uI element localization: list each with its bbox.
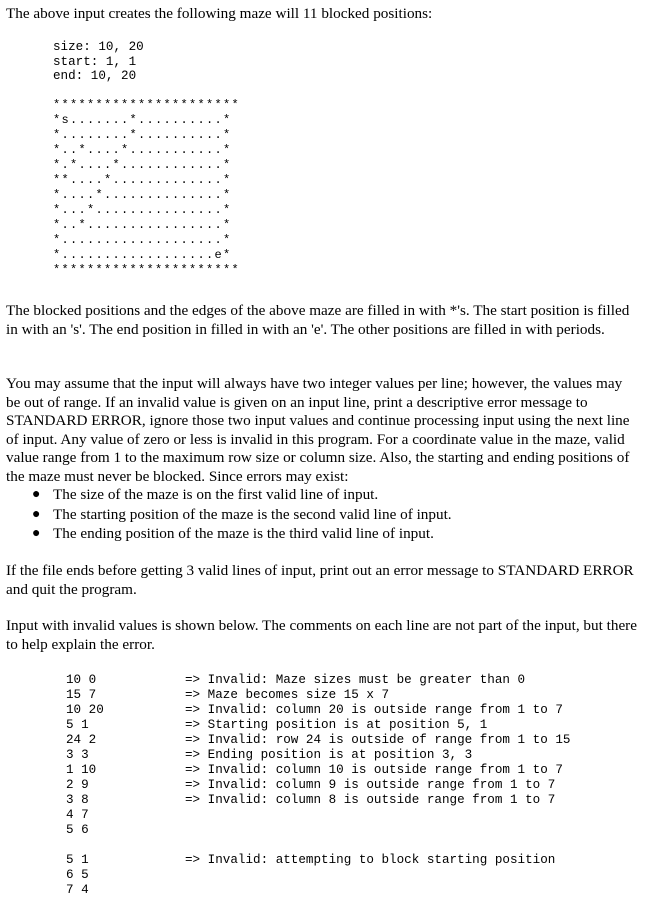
input-value: 10 0 bbox=[66, 673, 97, 687]
maze-row: **....*.............* bbox=[53, 173, 232, 187]
config-line-size: size: 10, 20 bbox=[53, 40, 144, 54]
table-row bbox=[6, 748, 570, 763]
list-item bbox=[6, 485, 626, 505]
input-value: 7 4 bbox=[66, 883, 89, 897]
maze-row: *..*....*...........* bbox=[53, 143, 232, 157]
blocked-paragraph: The blocked positions and the edges of the above maze are filled in with *'s. The start position is filled in with an 's'. The end position in filled in with an 'e'. The other positions are filled in with periods. bbox=[6, 302, 630, 338]
input-comment: => Invalid: column 8 is outside range from 1 to 7 bbox=[185, 793, 556, 807]
table-row bbox=[6, 868, 570, 883]
assume-paragraph: You may assume that the input will always have two integer values per line; however, the values may be out of range. If an invalid value is given on an input line, print a descriptive error message to STANDARD ERROR, ignore those two input values and continue processing input using the next line of input. Any value of zero or less is invalid in this program. For a coordinate value in the maze, valid value range from 1 to the maximum row size or column size. Also, the starting and ending positions of the maze must never be blocked. Since errors may exist: bbox=[6, 375, 630, 485]
input-value: 5 6 bbox=[66, 823, 89, 837]
config-block bbox=[53, 40, 144, 84]
table-row bbox=[6, 718, 570, 733]
bullet-text-end: The ending position of the maze is the third valid line of input. bbox=[53, 525, 434, 542]
table-row bbox=[6, 853, 570, 868]
rules-list bbox=[6, 485, 626, 544]
maze-row: *...................* bbox=[53, 233, 232, 247]
config-line-end: end: 10, 20 bbox=[53, 69, 137, 84]
maze-diagram bbox=[53, 98, 240, 278]
input-comment: => Invalid: Maze sizes must be greater than 0 bbox=[185, 673, 526, 687]
input-value: 6 5 bbox=[66, 868, 89, 882]
bullet-text-start: The starting position of the maze is the second valid line of input. bbox=[53, 505, 452, 523]
table-row bbox=[6, 883, 570, 898]
input-comment: => Starting position is at position 5, 1 bbox=[185, 718, 488, 732]
table-row bbox=[6, 673, 570, 688]
maze-row: *...*...............* bbox=[53, 203, 232, 217]
input-value: 15 7 bbox=[66, 688, 97, 702]
table-row bbox=[6, 763, 570, 778]
table-row bbox=[6, 703, 570, 718]
input-value: 2 9 bbox=[66, 778, 89, 792]
input-value: 1 10 bbox=[66, 763, 97, 777]
input-comment: => Invalid: column 10 is outside range from 1 to 7 bbox=[185, 763, 563, 777]
maze-row: *..*................* bbox=[53, 218, 232, 232]
table-row bbox=[6, 793, 570, 808]
maze-row: ********************** bbox=[53, 98, 241, 112]
bullet-icon: ● bbox=[32, 526, 41, 541]
input-comment: => Invalid: column 9 is outside range from 1 to 7 bbox=[185, 778, 556, 792]
table-row bbox=[6, 823, 570, 838]
table-row bbox=[6, 688, 570, 703]
maze-row: *........*..........* bbox=[53, 128, 232, 142]
list-item bbox=[6, 505, 626, 525]
bullet-text-size: The size of the maze is on the first valid line of input. bbox=[53, 486, 379, 503]
input-value: 3 3 bbox=[66, 748, 89, 762]
example-input-table bbox=[6, 673, 570, 898]
input-comment: => Invalid: column 20 is outside range from 1 to 7 bbox=[185, 703, 563, 717]
bullet-icon: ● bbox=[32, 506, 41, 522]
input-value: 10 20 bbox=[66, 703, 104, 717]
maze-row: ********************** bbox=[53, 263, 241, 277]
input-value: 5 1 bbox=[66, 853, 89, 867]
input-value: 3 8 bbox=[66, 793, 89, 807]
input-comment: => Invalid: attempting to block starting position bbox=[185, 853, 556, 867]
maze-row: *..................e* bbox=[53, 248, 232, 262]
maze-row: *.*....*............* bbox=[53, 158, 232, 172]
invalid-paragraph: Input with invalid values is shown below. The comments on each line are not part of the input, but there to help explain the error. bbox=[6, 617, 637, 653]
eof-paragraph: If the file ends before getting 3 valid lines of input, print out an error message to STANDARD ERROR and quit the program. bbox=[6, 562, 634, 598]
table-row bbox=[6, 808, 570, 823]
config-line-start: start: 1, 1 bbox=[53, 54, 137, 69]
input-value: 24 2 bbox=[66, 733, 97, 747]
maze-row: *s.......*..........* bbox=[53, 113, 232, 127]
input-comment: => Ending position is at position 3, 3 bbox=[185, 748, 473, 762]
input-comment: => Maze becomes size 15 x 7 bbox=[185, 688, 390, 702]
input-value: 5 1 bbox=[66, 718, 89, 732]
input-value: 4 7 bbox=[66, 808, 89, 822]
bullet-icon: ● bbox=[32, 487, 41, 502]
table-row bbox=[6, 778, 570, 793]
list-item bbox=[6, 524, 626, 544]
input-comment: => Invalid: row 24 is outside of range from 1 to 15 bbox=[185, 733, 571, 747]
table-row bbox=[6, 733, 570, 748]
maze-row: *....*..............* bbox=[53, 188, 232, 202]
intro-text: The above input creates the following maze will 11 blocked positions: bbox=[6, 5, 433, 22]
